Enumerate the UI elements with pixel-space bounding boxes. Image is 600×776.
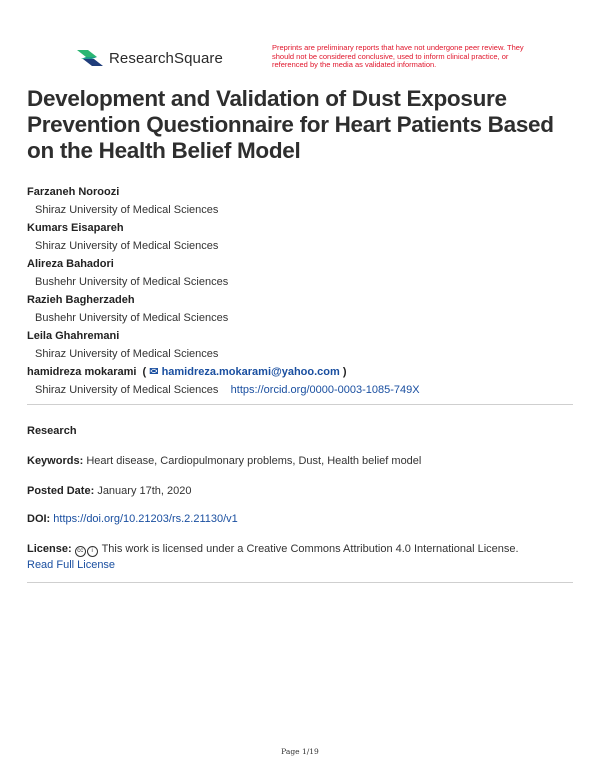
author-name: Farzaneh Noroozi bbox=[27, 186, 120, 198]
author-email-link[interactable]: hamidreza.mokarami@yahoo.com bbox=[161, 366, 340, 378]
keywords-label: Keywords: bbox=[27, 455, 84, 467]
author-affiliation: Shiraz University of Medical Sciences bbox=[35, 240, 219, 252]
author-affiliation: Shiraz University of Medical Sciences bbox=[35, 204, 219, 216]
author-affiliation: Bushehr University of Medical Sciences bbox=[35, 276, 229, 288]
author-name: Kumars Eisapareh bbox=[27, 222, 124, 234]
corresponding-author: hamidreza mokarami ( ✉ hamidreza.mokarami@yahoo.com ) bbox=[27, 366, 347, 378]
paper-title: Development and Validation of Dust Exposure Prevention Questionnaire for Heart Patients Based on the Health Belief Model bbox=[27, 86, 554, 163]
posted-date-value: January 17th, 2020 bbox=[97, 485, 192, 497]
author-affiliation: Shiraz University of Medical Sciences bbox=[35, 348, 219, 360]
article-type: Research bbox=[27, 425, 77, 437]
read-full-license-link[interactable]: Read Full License bbox=[27, 559, 116, 571]
brand-name: ResearchSquare bbox=[109, 49, 223, 67]
posted-date bbox=[27, 483, 192, 499]
envelope-icon[interactable]: ✉ bbox=[149, 366, 159, 378]
research-square-logo-icon bbox=[77, 46, 103, 70]
page-number: Page 1/19 bbox=[281, 747, 319, 756]
doi-link[interactable]: https://doi.org/10.21203/rs.2.21130/v1 bbox=[53, 513, 238, 525]
divider bbox=[27, 404, 573, 405]
author-affiliation: Bushehr University of Medical Sciences bbox=[35, 312, 229, 324]
corresponding-affiliation-row bbox=[27, 381, 573, 399]
author-name: Razieh Bagherzadeh bbox=[27, 294, 135, 306]
license-label: License: bbox=[27, 543, 72, 555]
license bbox=[27, 541, 519, 573]
posted-date-label: Posted Date: bbox=[27, 485, 95, 497]
keywords-value: Heart disease, Cardiopulmonary problems, Dust, Health belief model bbox=[86, 455, 422, 467]
orcid-link[interactable]: https://orcid.org/0000-0003-1085-749X bbox=[230, 384, 420, 396]
author-list bbox=[27, 183, 573, 399]
research-square-logo bbox=[77, 46, 223, 70]
author-affiliation: Shiraz University of Medical Sciences bbox=[35, 384, 219, 396]
by-icon: i bbox=[87, 546, 98, 557]
divider bbox=[27, 582, 573, 583]
doi bbox=[27, 511, 238, 527]
preprint-disclaimer: Preprints are preliminary reports that have not undergone peer review. They should not be considered conclusive, used to inform clinical practice, or referenced by the media as validated information. bbox=[272, 43, 524, 70]
license-text: This work is licensed under a Creative Commons Attribution 4.0 International License. bbox=[101, 543, 519, 555]
author-name: Alireza Bahadori bbox=[27, 258, 114, 270]
cc-icon: cc bbox=[75, 546, 86, 557]
keywords bbox=[27, 453, 421, 469]
corresponding-author-name: hamidreza mokarami bbox=[27, 366, 137, 378]
author-name: Leila Ghahremani bbox=[27, 330, 120, 342]
doi-label: DOI: bbox=[27, 513, 51, 525]
